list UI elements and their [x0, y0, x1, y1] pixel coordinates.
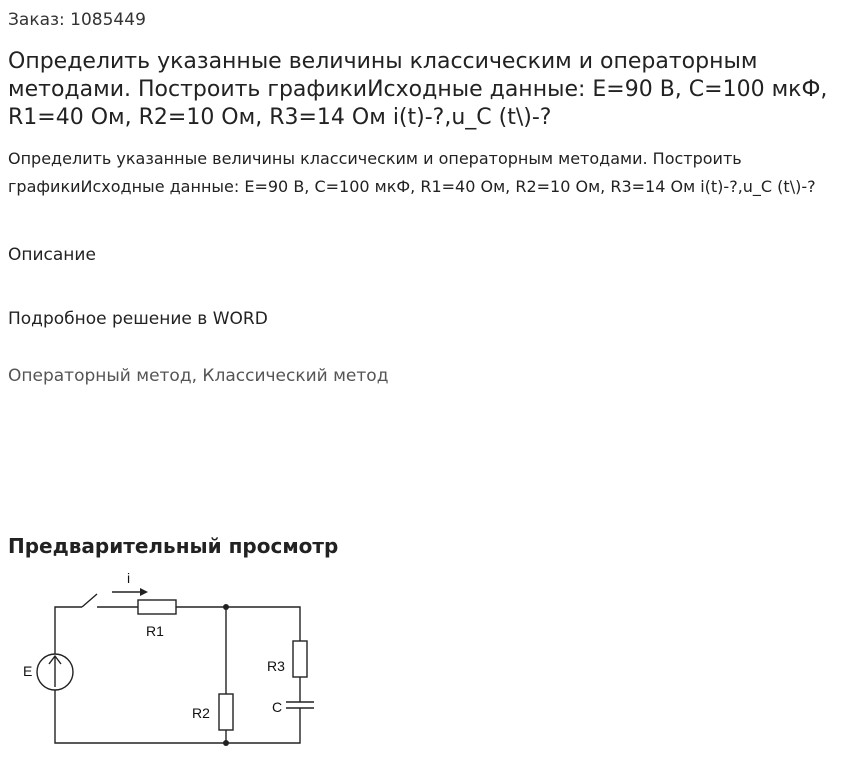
wire-top-right — [176, 607, 300, 641]
task-description: Определить указанные величины классическим и операторным методами. Построить графикиИсходные данные: E=90 В, C=100 мкФ, R1=40 Ом, R2=10 Ом, R3=14 Ом i(t)-?,u_C (t\)-? — [8, 149, 816, 196]
label-r3: R3 — [267, 658, 285, 674]
solution-detail-text: Подробное решение в WORD — [8, 309, 268, 329]
method-tags: Операторный метод, Классический метод — [8, 366, 389, 386]
resistor-r1 — [138, 600, 176, 614]
junction-bottom — [223, 740, 229, 746]
preview-heading: Предварительный просмотр — [8, 534, 339, 558]
circuit-diagram — [20, 565, 330, 760]
label-r1: R1 — [146, 623, 164, 639]
label-r2: R2 — [192, 705, 210, 721]
order-number: Заказ: 1085449 — [8, 10, 146, 30]
description-section-label: Описание — [8, 245, 96, 265]
resistor-r3 — [293, 641, 307, 677]
switch-blade — [82, 594, 97, 607]
label-current: i — [127, 570, 131, 586]
wire-bottom — [55, 689, 300, 743]
current-arrow-head — [140, 588, 148, 596]
wire-left-top — [55, 607, 82, 655]
label-source: E — [23, 663, 33, 679]
circuit-preview-image — [20, 565, 330, 760]
label-capacitor: C — [272, 699, 283, 715]
junction-top — [223, 604, 229, 610]
page-title: Определить указанные величины классическим и операторным методами. Построить графикиИсходные данные: E=90 В, C=100 мкФ, R1=40 Ом, R2=10 Ом, R3=14 Ом i(t)-?,u_C (t\)-? — [8, 49, 828, 130]
resistor-r2 — [219, 694, 233, 730]
